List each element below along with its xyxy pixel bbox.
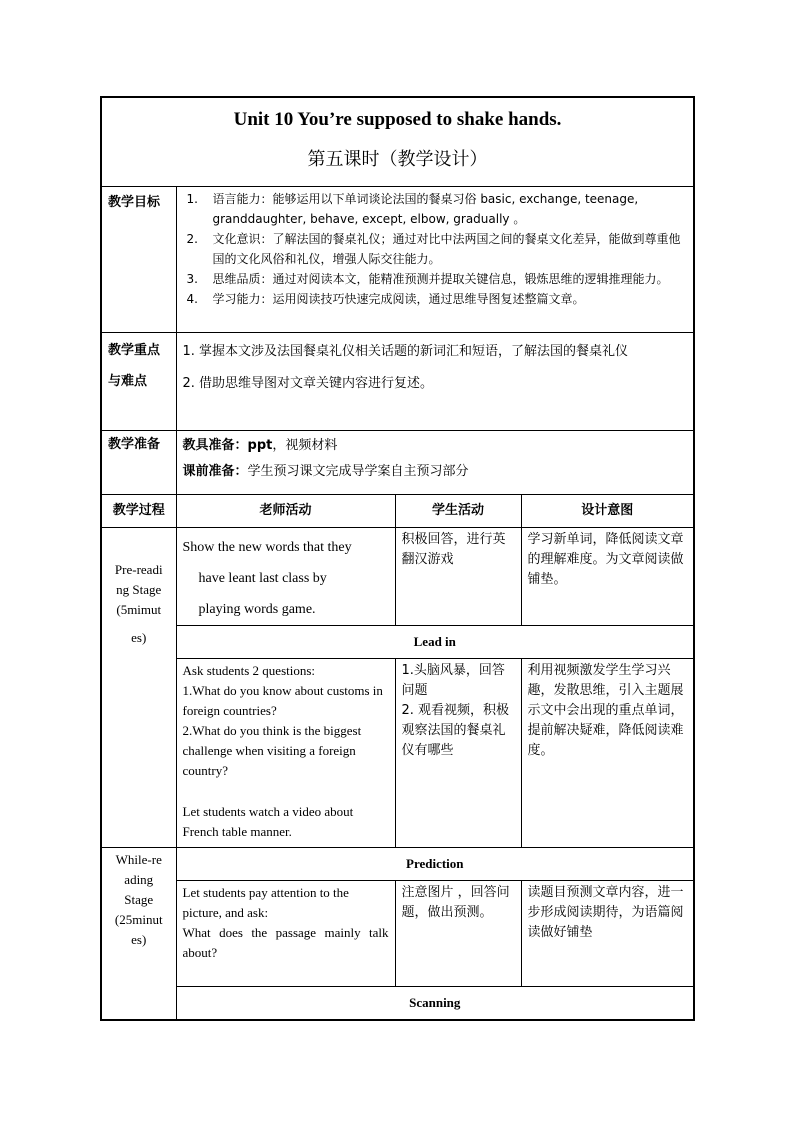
goal-item — [183, 269, 688, 289]
goal-text: 思维品质：通过对阅读本文，能精准预测并提取关键信息，锻炼思维的逻辑推理能力。 — [212, 272, 669, 286]
key-point-item: 2. 借助思维导图对文章关键内容进行复述。 — [182, 376, 434, 391]
pre-r1-student: 积极回答，进行英翻汉游戏 — [395, 528, 521, 626]
goal-text: 文化意识：了解法国的餐桌礼仪；通过对比中法两国之间的餐桌文化差异，能做到尊重他国的文化风俗和礼仪，增强人际交往能力。 — [212, 232, 681, 266]
stage-name-line: (5mimut — [116, 602, 162, 617]
prep-tools-label: 教具准备： — [182, 438, 248, 453]
prep-pre-line — [183, 459, 688, 485]
lesson-plan-table — [100, 96, 695, 1021]
process-label: 教学过程 — [101, 495, 176, 528]
teacher-activity-line: Let students watch a video about French table manner. — [182, 804, 354, 839]
pre-reading-stage-label — [101, 528, 176, 848]
teacher-activity-line: Let students pay attention to the picture, and ask: — [182, 885, 349, 920]
teacher-activity-line: 2.What do you think is the biggest challenge when visiting a foreign country? — [182, 723, 362, 778]
pre-r2-student — [395, 659, 521, 848]
teacher-activity-line: playing words game. — [198, 602, 316, 617]
pre-r2-intent: 利用视频激发学生学习兴趣，发散思维，引入主题展示文中会出现的重点单词，提前解决疑难，降低阅读难度。 — [521, 659, 694, 848]
stage-name-line: es) — [131, 630, 147, 645]
col-intent-header: 设计意图 — [521, 495, 694, 528]
key-points-label — [101, 333, 176, 431]
goal-number: 4. — [186, 292, 198, 306]
goal-text: 语言能力：能够运用以下单词谈论法国的餐桌习俗 basic, exchange, teenage, granddaughter, behave, except, elbow, gradually 。 — [212, 192, 639, 226]
while-r1-intent: 读题目预测文章内容，进一步形成阅读期待，为语篇阅读做好铺垫 — [521, 881, 694, 987]
teacher-activity-line: Show the new words that they — [182, 540, 352, 555]
prediction-band: Prediction — [176, 848, 694, 881]
stage-name-line: Pre-readi — [114, 562, 163, 577]
while-reading-stage-label — [101, 848, 176, 1020]
teacher-activity-line: 1.What do you know about customs in foreign countries? — [182, 683, 383, 718]
stage-name-line: es) — [131, 932, 147, 947]
col-student-header: 学生活动 — [395, 495, 521, 528]
stage-name-line: Stage — [124, 892, 154, 907]
title-cell — [101, 97, 694, 187]
stage-name-line: While-re — [115, 852, 162, 867]
pre-r1-teacher — [176, 528, 395, 626]
prep-content — [176, 431, 694, 495]
while-r1-student: 注意图片 ，回答问题，做出预测。 — [395, 881, 521, 987]
stage-name-line: ading — [124, 872, 154, 887]
lesson-plan-sheet — [100, 96, 693, 1021]
stage-name-line: (25minut — [114, 912, 163, 927]
while-r1-teacher — [176, 881, 395, 987]
prep-tools-line — [183, 433, 688, 459]
key-points-label-line: 教学重点 — [108, 343, 161, 358]
col-teacher-header: 老师活动 — [176, 495, 395, 528]
prep-label: 教学准备 — [101, 431, 176, 495]
prep-pre-label: 课前准备： — [182, 464, 248, 479]
title-chinese: 第五课时（教学设计） — [307, 149, 488, 170]
lead-in-band: Lead in — [176, 626, 694, 659]
goal-item — [183, 189, 688, 229]
goal-item — [183, 229, 688, 269]
student-activity-line: 2. 观看视频，积极观察法国的餐桌礼仪有哪些 — [401, 703, 510, 758]
prep-tools-rest: ，视频材料 — [272, 438, 338, 453]
goal-number: 3. — [186, 272, 198, 286]
goals-label: 教学目标 — [101, 187, 176, 333]
stage-name-line: ng Stage — [116, 582, 162, 597]
teacher-activity-line: have leant last class by — [198, 571, 327, 586]
goals-list — [176, 187, 694, 333]
teacher-activity-line: What does the passage mainly talk about? — [182, 925, 389, 960]
scanning-band: Scanning — [176, 987, 694, 1020]
pre-r2-teacher — [176, 659, 395, 848]
key-points-content — [176, 333, 694, 431]
student-activity-line: 1.头脑风暴，回答问题 — [401, 663, 505, 698]
key-point-item: 1. 掌握本文涉及法国餐桌礼仪相关话题的新词汇和短语，了解法国的餐桌礼仪 — [182, 344, 629, 359]
title-english: Unit 10 You’re supposed to shake hands. — [233, 109, 562, 130]
goal-number: 2. — [186, 232, 198, 246]
goal-text: 学习能力：运用阅读技巧快速完成阅读，通过思维导图复述整篇文章。 — [212, 292, 585, 306]
goal-item — [183, 289, 688, 309]
teacher-activity-line: Ask students 2 questions: — [182, 663, 316, 678]
key-points-label-line: 与难点 — [108, 374, 148, 389]
prep-tools-ppt: ppt — [247, 438, 273, 453]
pre-r1-intent: 学习新单词，降低阅读文章的理解难度。为文章阅读做铺垫。 — [521, 528, 694, 626]
goal-number: 1. — [186, 192, 198, 206]
prep-pre-text: 学生预习课文完成导学案自主预习部分 — [247, 464, 469, 479]
